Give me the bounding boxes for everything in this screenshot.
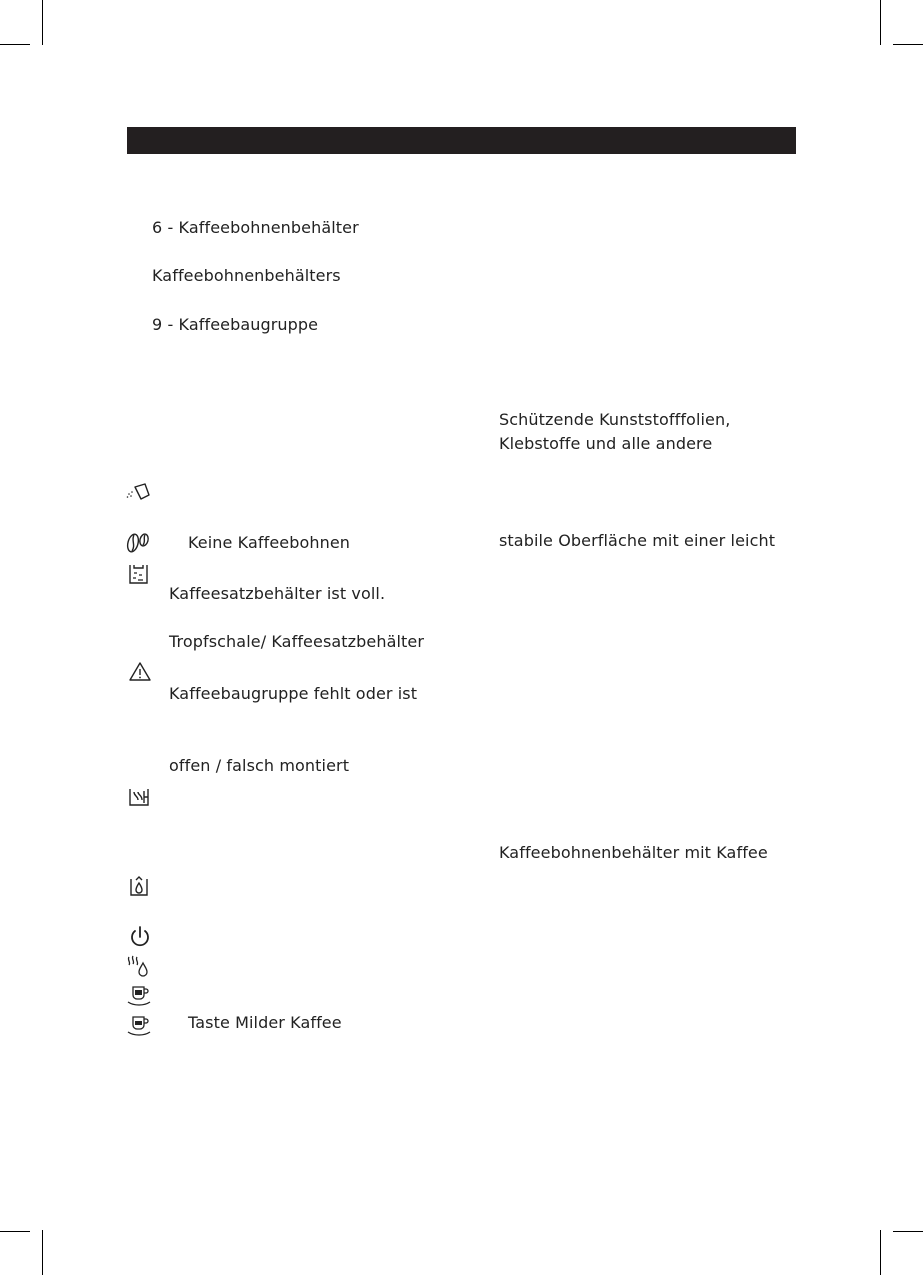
stable-surface-text: stabile Oberfläche mit einer leicht — [499, 531, 776, 550]
steam-water-icon — [126, 954, 150, 978]
mild-coffee-text: Taste Milder Kaffee — [188, 1013, 342, 1032]
coffee-bean-icon — [126, 531, 150, 555]
header-bar — [127, 127, 796, 154]
crop-mark-bl-h — [0, 1231, 30, 1232]
warning-icon — [128, 660, 152, 684]
power-icon — [128, 925, 152, 949]
strong-coffee-cup-icon — [127, 983, 151, 1007]
adhesive-text: Klebstoffe und alle andere — [499, 434, 713, 453]
grounds-full-text: Kaffeesatzbehälter ist voll. — [169, 584, 386, 603]
crop-mark-br-v — [880, 1230, 881, 1275]
mild-coffee-cup-icon — [127, 1013, 151, 1037]
group-missing-text: Kaffeebaugruppe fehlt oder ist — [169, 684, 418, 703]
crop-mark-tl-h — [0, 44, 30, 45]
crop-mark-tl-v — [42, 0, 43, 45]
water-tank-icon — [127, 874, 151, 898]
crop-mark-bl-v — [42, 1230, 43, 1275]
part-9-label: 9 - Kaffeebaugruppe — [152, 315, 319, 334]
descale-icon — [126, 481, 150, 505]
rinse-icon — [127, 785, 151, 809]
no-beans-text: Keine Kaffeebohnen — [188, 533, 351, 552]
fill-beans-text: Kaffeebohnenbehälter mit Kaffee — [499, 843, 768, 862]
crop-mark-br-h — [893, 1231, 923, 1232]
part-6-label: 6 - Kaffeebohnenbehälter — [152, 218, 359, 237]
crop-mark-tr-h — [893, 44, 923, 45]
protective-film-text: Schützende Kunststofffolien, — [499, 410, 731, 429]
grounds-container-icon — [127, 562, 151, 586]
drip-tray-text: Tropfschale/ Kaffeesatzbehälter — [169, 632, 425, 651]
crop-mark-tr-v — [880, 0, 881, 45]
bean-container-label: Kaffeebohnenbehälters — [152, 266, 341, 285]
group-open-text: offen / falsch montiert — [169, 756, 350, 775]
